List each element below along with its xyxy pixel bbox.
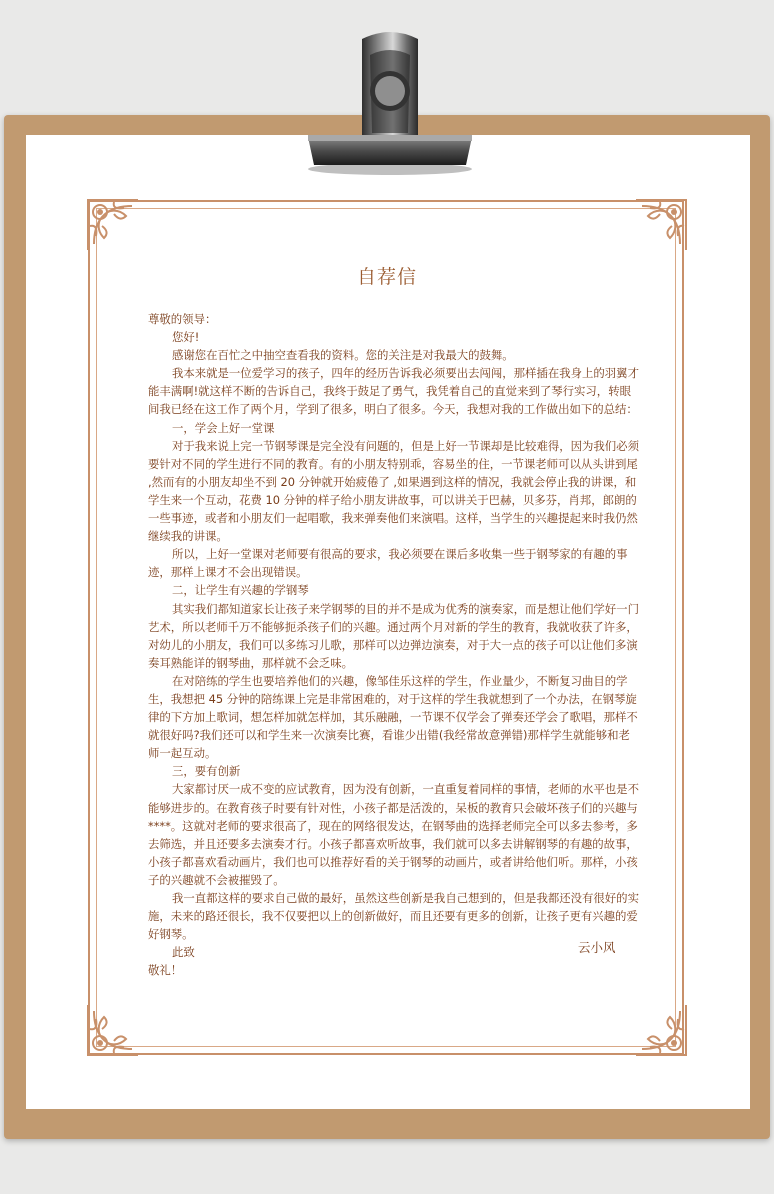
letter-paragraph: 对于我来说上完一节钢琴课是完全没有问题的，但是上好一节课却是比较难得，因为我们必须要针对不同的学生进行不同的教育。有的小朋友特别乖，容易坐的住，一节课老师可以从头讲到尾 ,然而有的小朋友却坐不到 20 分钟就开始疲倦了 ,如果遇到这样的情况，我就会停止我的讲课，和学生来一个互动，花费 10 分钟的样子给小朋友讲故事，可以讲关于巴赫，贝多芬，肖邦，郎朗的一些事迹，或者和小朋友们一起唱歌，我来弹奏他们来演唱。这样，当学生的兴趣提起来时我仍然继续我的讲课。 xyxy=(148,438,639,544)
letter-paragraph: 在对陪练的学生也要培养他们的兴趣，像邹佳乐这样的学生，作业量少，不断复习曲目的学生，我想把 45 分钟的陪练课上完是非常困难的，对于这样的学生我就想到了一个办法，在钢琴旋律的下方加上歌词，想怎样加就怎样加，其乐融融，一节课不仅学会了弹奏还学会了歌唱，那样不就很好吗?我们还可以和学生来一次演奏比赛，看谁少出错(我经常故意弹错)那样学生就能够和老师一起互动。 xyxy=(148,673,638,761)
section-heading: 一，学会上好一堂课 xyxy=(171,420,275,435)
letter-salutation: 尊敬的领导： xyxy=(148,312,217,326)
binder-clip-icon xyxy=(300,25,480,175)
corner-ornament-icon xyxy=(84,1001,142,1059)
letter-signature: 云小风 xyxy=(578,940,616,955)
letter-cizhi: 此致 xyxy=(171,945,195,960)
letter-paragraph: 其实我们都知道家长让孩子来学钢琴的目的并不是成为优秀的演奏家，而是想让他们学好一门艺术，所以老师千万不能够扼杀孩子们的兴趣。通过两个月对新的学生的教育，我就收获了许多，对幼儿的小朋友，我们可以多练习儿歌，那样可以边弹边演奏，对于大一点的孩子可以让他们多演奏耳熟能详的钢琴曲，那样就不会乏味。 xyxy=(148,601,639,670)
corner-ornament-icon xyxy=(632,196,690,254)
letter-closing: 敬礼！ xyxy=(148,963,183,978)
section-heading: 三，要有创新 xyxy=(171,764,241,779)
corner-ornament-icon xyxy=(632,1001,690,1059)
letter-greeting: 您好! xyxy=(171,330,200,345)
letter-paragraph: 感谢您在百忙之中抽空查看我的资料。您的关注是对我最大的鼓舞。 xyxy=(171,348,514,363)
corner-ornament-icon xyxy=(84,196,142,254)
letter-title: 自荐信 xyxy=(356,266,417,288)
letter-paragraph: 我本来就是一位爱学习的孩子，四年的经历告诉我必须要出去闯闯，那样插在我身上的羽翼才能丰满啊!就这样不断的告诉自己，我终于鼓足了勇气，我凭着自己的直觉来到了琴行实习，转眼间我已经在这工作了两个月，学到了很多，明白了很多。今天，我想对我的工作做出如下的总结： xyxy=(148,366,639,417)
letter-paragraph: 大家都讨厌一成不变的应试教育，因为没有创新，一直重复着同样的事情，老师的水平也是不能够进步的。在教育孩子时要有针对性，小孩子都是活泼的，呆板的教育只会破坏孩子们的兴趣与****。这就对老师的要求很高了，现在的网络很发达，在钢琴曲的选择老师完全可以多去参考，多去筛选，并且还要多去演奏才行。小孩子都喜欢听故事，我们就可以多去讲解钢琴的有趣的故事，小孩子都喜欢看动画片，我们也可以推荐好看的关于钢琴的动画片，或者讲给他们听。那样，小孩子的兴趣就不会被摧毁了。 xyxy=(148,782,639,887)
letter-paragraph: 所以，上好一堂课对老师要有很高的要求，我必须要在课后多收集一些于钢琴家的有趣的事迹，那样上课才不会出现错误。 xyxy=(148,547,628,580)
letter-paragraph: 我一直都这样的要求自己做的最好，虽然这些创新是我自己想到的，但是我都还没有很好的实施，未来的路还很长，我不仅要把以上的创新做好，而且还要有更多的创新，让孩子更有兴趣的爱好钢琴。 xyxy=(148,891,639,942)
letter-body xyxy=(148,310,640,979)
section-heading: 二，让学生有兴趣的学钢琴 xyxy=(171,583,309,598)
